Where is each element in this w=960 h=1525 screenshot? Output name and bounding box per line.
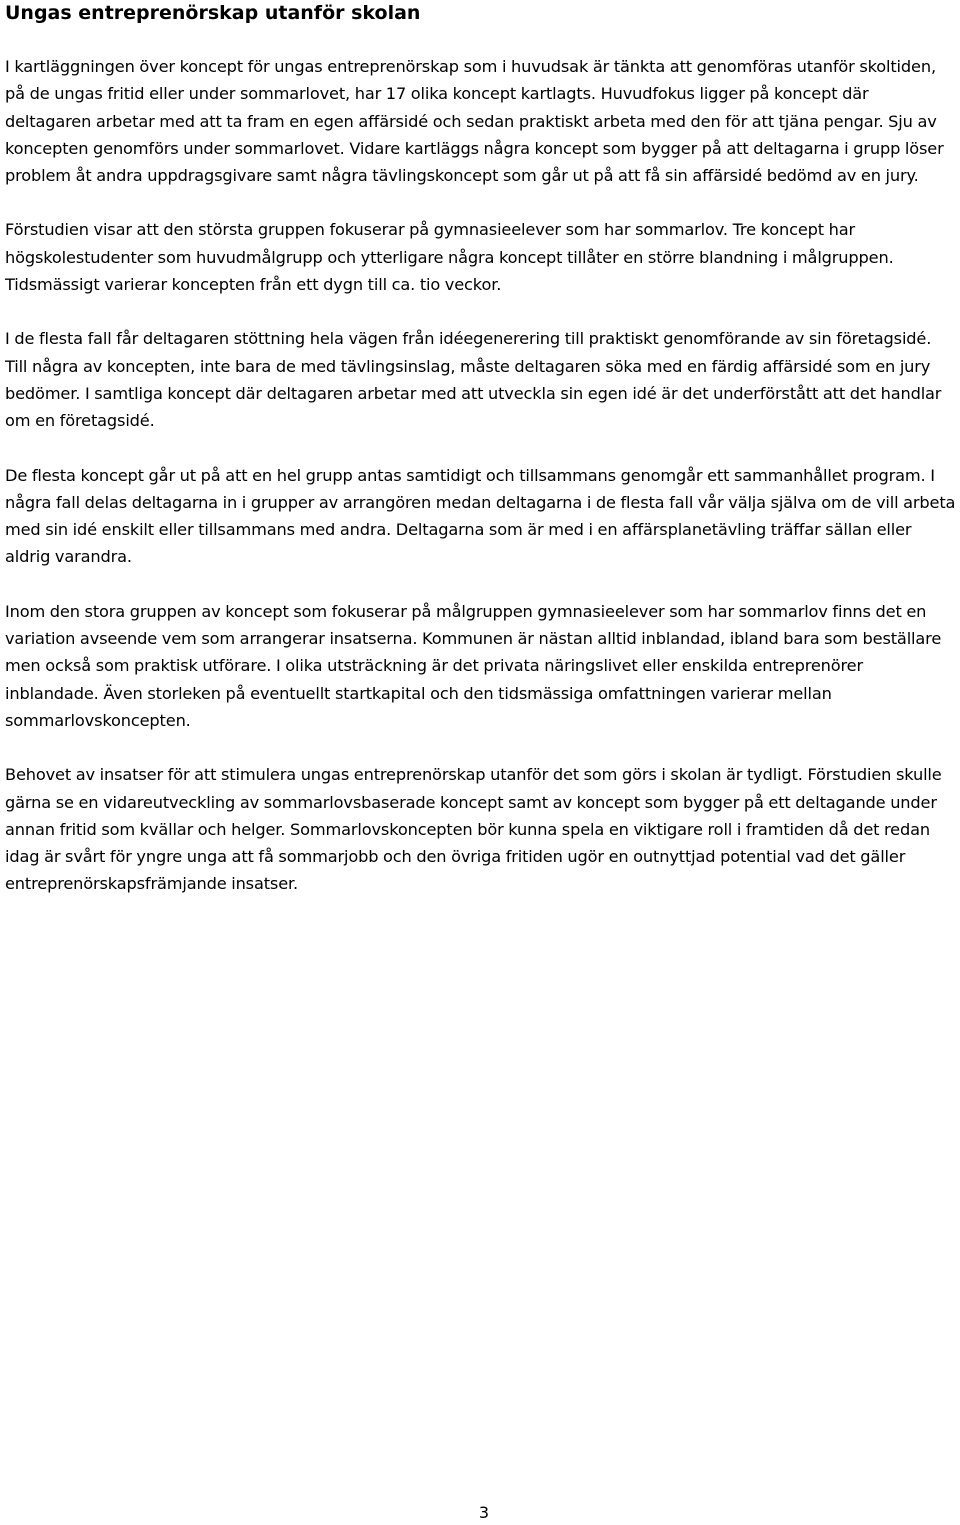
page-number: 3 bbox=[478, 1503, 490, 1522]
document-page bbox=[5, 0, 957, 898]
paragraph-support: I de flesta fall får deltagaren stöttning hela vägen från idéegenerering till praktiskt genomförande av sin företagsidé. Till några av koncepten, inte bara de med tävlingsinslag, måste deltagaren söka med en färdig affärsidé som en jury bedömer. I samtliga koncept där deltagaren arbetar med att utveckla sin egen idé är det underförstått att det handlar om en företagsidé. bbox=[5, 329, 942, 431]
paragraph-target-group: Förstudien visar att den största gruppen fokuserar på gymnasieelever som har sommarlov. Tre koncept har högskolestudenter som huvudmålgrupp och ytterligare några koncept tillåter en större blandning i målgruppen. Tidsmässigt varierar koncepten från ett dygn till ca. tio veckor. bbox=[5, 220, 894, 295]
document-title: Ungas entreprenörskap utanför skolan bbox=[5, 2, 421, 24]
paragraph-group-format: De flesta koncept går ut på att en hel grupp antas samtidigt och tillsammans genomgår ett sammanhållet program. I några fall delas deltagarna in i grupper av arrangören medan deltagarna i de flesta fall vår välja själva om de vill arbeta med sin idé enskilt eller tillsammans med andra. Deltagarna som är med i en affärsplanetävling träffar sällan eller aldrig varandra. bbox=[5, 465, 956, 567]
paragraph-needs: Behovet av insatser för att stimulera ungas entreprenörskap utanför det som görs i skolan är tydligt. Förstudien skulle gärna se en vidareutveckling av sommarlovsbaserade koncept samt av koncept som bygger på ett deltagande under annan fritid som kvällar och helger. Sommarlovskoncepten bör kunna spela en viktigare roll i framtiden då det redan idag är svårt för yngre unga att få sommarjobb och den övriga fritiden ugör en outnyttjad potential vad det gäller entreprenörskapsfrämjande insatser. bbox=[5, 765, 942, 894]
paragraph-summer-concepts: Inom den stora gruppen av koncept som fokuserar på målgruppen gymnasieelever som har sommarlov finns det en variation avseende vem som arrangerar insatserna. Kommunen är nästan alltid inblandad, ibland bara som beställare men också som praktisk utförare. I olika utsträckning är det privata näringslivet eller enskilda entreprenörer inblandade. Även storleken på eventuellt startkapital och den tidsmässiga omfattningen varierar mellan sommarlovskoncepten. bbox=[5, 601, 942, 730]
paragraph-overview: I kartläggningen över koncept för ungas entreprenörskap som i huvudsak är tänkta att genomföras utanför skoltiden, på de ungas fritid eller under sommarlovet, har 17 olika koncept kartlagts. Huvudfokus ligger på koncept där deltagaren arbetar med att ta fram en egen affärsidé och sedan praktiskt arbeta med den för att tjäna pengar. Sju av koncepten genomförs under sommarlovet. Vidare kartläggs några koncept som bygger på att deltagarna i grupp löser problem åt andra uppdragsgivare samt några tävlingskoncept som går ut på att få sin affärsidé bedömd av en jury. bbox=[5, 57, 944, 186]
